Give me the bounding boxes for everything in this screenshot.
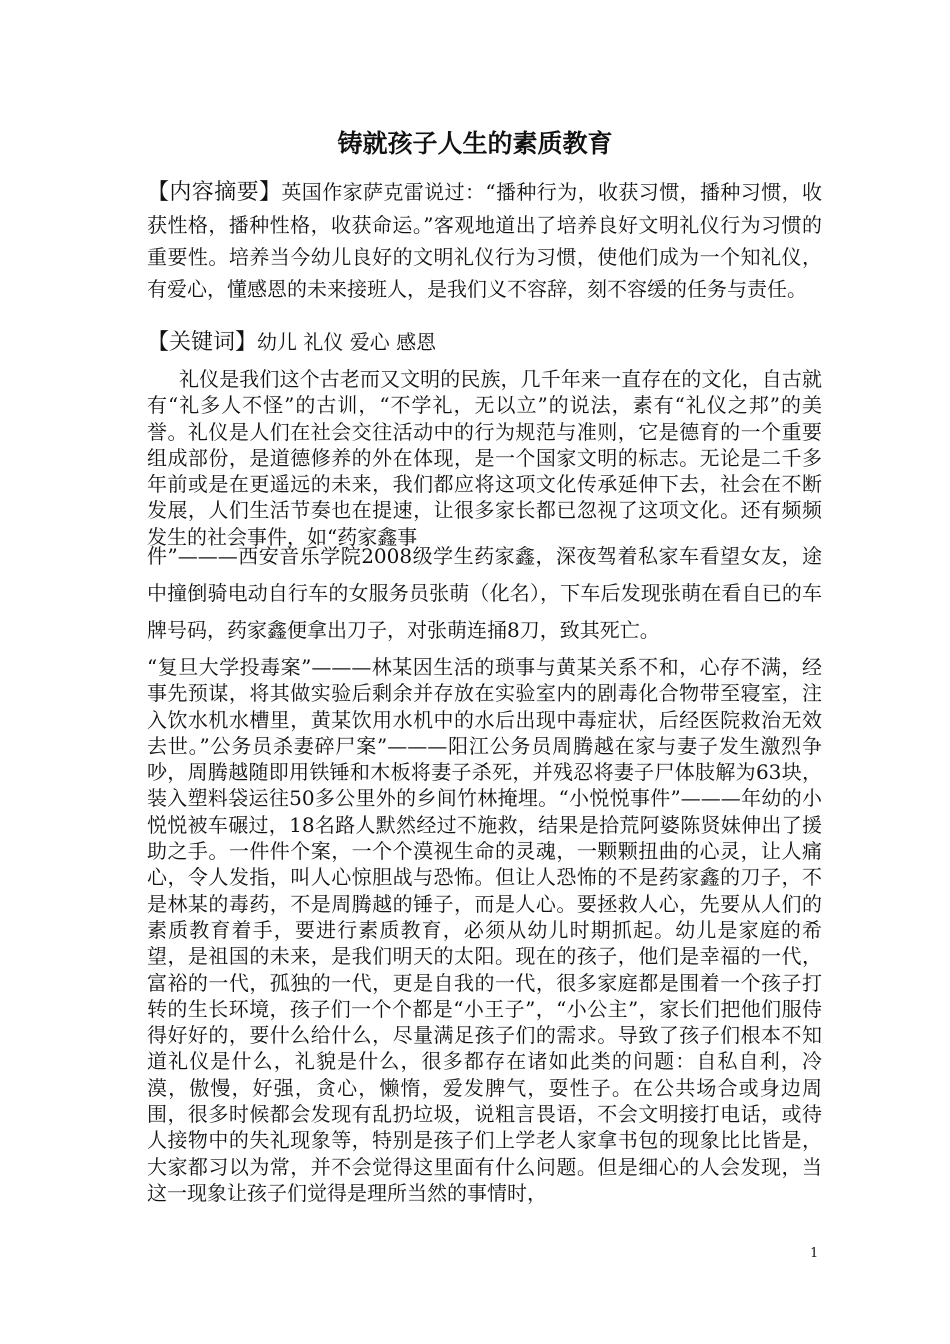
abstract-label: 【内容摘要】 bbox=[147, 180, 282, 205]
keywords-paragraph bbox=[147, 326, 822, 359]
document-title: 铸就孩子人生的素质教育 bbox=[337, 129, 613, 158]
body-paragraph-2: 件”———西安音乐学院2008级学生药家鑫，深夜驾着私家车看望女友，途中撞倒骑电动自行车的女服务员张萌（化名），下车后发现张萌在看自已的车牌号码，药家鑫便拿出刀子，对张萌连捅8刀，致其死亡。 bbox=[147, 544, 822, 642]
page-number: 1 bbox=[810, 1246, 819, 1261]
keywords-text: 幼儿 礼仪 爱心 感恩 bbox=[257, 330, 437, 354]
abstract-text: 英国作家萨克雷说过：“播种行为，收获习惯，播种习惯，收获性格，播种性格，收获命运。”客观地道出了培养良好文明礼仪行为习惯的重要性。培养当今幼儿良好的文明礼仪行为习惯，使他们成为一个知礼仪，有爱心，懂感恩的未来接班人，是我们义不容辞，刻不容缓的任务与责任。 bbox=[147, 180, 822, 301]
body-paragraph-1: 礼仪是我们这个古老而又文明的民族，几千年来一直存在的文化，自古就有“礼多人不怪”的古训，“不学礼，无以立”的说法，素有“礼仪之邦”的美誉。礼仪是人们在社会交往活动中的行为规范与准则，它是德育的一个重要组成部份，是道德修养的外在体现，是一个国家文明的标志。无论是二千多年前或是在更遥远的未来，我们都应将这项文化传承延伸下去，社会在不断发展，人们生活节奏也在提速，让很多家长都已忽视了这项文化。还有频频发生的社会事件，如“药家鑫事 bbox=[147, 367, 822, 549]
abstract-paragraph bbox=[147, 176, 822, 305]
keywords-label: 【关键词】 bbox=[147, 330, 258, 355]
body-paragraph-3: “复旦大学投毒案”———林某因生活的琐事与黄某关系不和，心存不满，经事先预谋，将其做实验后剩余并存放在实验室内的剧毒化合物带至寝室，注入饮水机水槽里，黄某饮用水机中的水后出现中毒症状，后经医院救治无效去世。”公务员杀妻碎尸案”———阳江公务员周腾越在家与妻子发生激烈争吵，周腾越随即用铁锤和木板将妻子杀死，并残忍将妻子尸体肢解为63块，装入塑料袋运往50多公里外的乡间竹林掩埋。“小悦悦事件”———年幼的小悦悦被车碾过，18名路人默然经过不施救，结果是拾荒阿婆陈贤妹伸出了援助之手。一件件个案，一个个漠视生命的灵魂，一颗颗扭曲的心灵，让人痛心，令人发指，叫人心惊胆战与恐怖。但让人恐怖的不是药家鑫的刀子，不是林某的毒药，不是周腾越的锤子，而是人心。要拯救人心，先要从人们的素质教育着手，要进行素质教育，必须从幼儿时期抓起。幼儿是家庭的希望，是祖国的未来，是我们明天的太阳。现在的孩子，他们是幸福的一代，富裕的一代，孤独的一代，更是自我的一代，很多家庭都是围着一个孩子打转的生长环境，孩子们一个个都是“小王子”，“小公主”，家长们把他们服侍得好好的，要什么给什么，尽量满足孩子们的需求。导致了孩子们根本不知道礼仪是什么，礼貌是什么，很多都存在诸如此类的问题：自私自利，冷漠，傲慢，好强，贪心，懒惰，爱发脾气，耍性子。在公共场合或身边周围，很多时候都会发现有乱扔垃圾，说粗言畏语，不会文明接打电话，或待人接物中的失礼现象等，特别是孩子们上学老人家拿书包的现象比比皆是，大家都习以为常，并不会觉得这里面有什么问题。但是细心的人会发现，当这一现象让孩子们觉得是理所当然的事情时， bbox=[147, 655, 822, 1205]
